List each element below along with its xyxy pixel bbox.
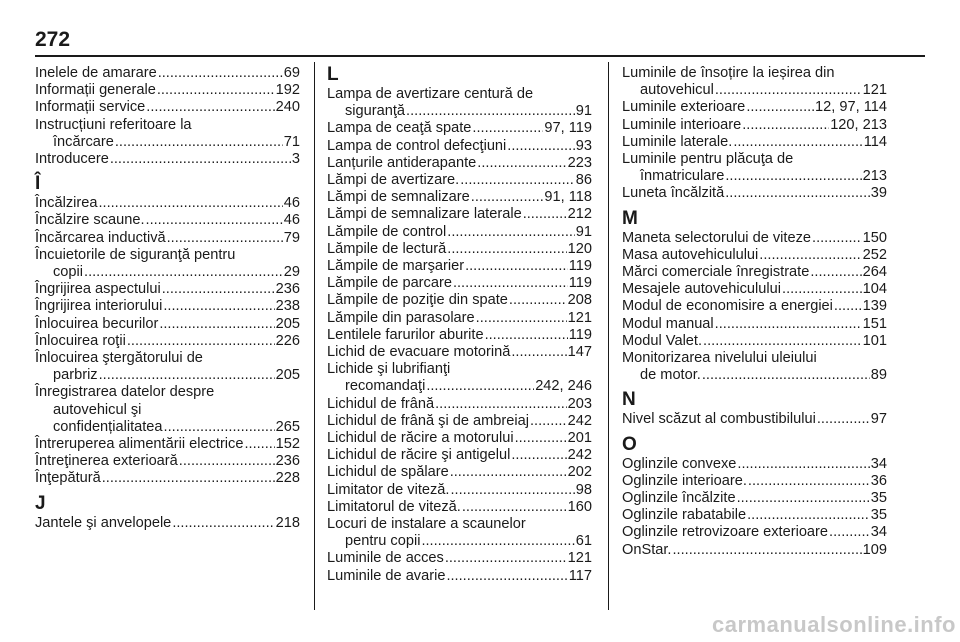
index-entry[interactable] bbox=[327, 138, 592, 155]
entry-text: Modul de economisire a energiei bbox=[622, 298, 833, 315]
page-reference[interactable]: 120, 213 bbox=[830, 116, 887, 133]
dot-leader bbox=[450, 464, 567, 481]
entry-text: Îngrijirea aspectului bbox=[35, 281, 161, 298]
dot-leader bbox=[447, 241, 566, 258]
page-reference[interactable]: 218 bbox=[275, 514, 300, 531]
entry-text: confidențialitatea bbox=[53, 418, 163, 435]
entry-text: Nivel scăzut al combustibilului bbox=[622, 411, 816, 428]
page-reference[interactable]: 69 bbox=[283, 65, 300, 81]
page-reference[interactable]: 114 bbox=[863, 133, 887, 150]
dot-leader bbox=[523, 206, 567, 223]
page-reference[interactable]: 202 bbox=[567, 464, 592, 481]
dot-leader bbox=[158, 65, 283, 82]
index-entry[interactable] bbox=[327, 361, 592, 395]
dot-leader bbox=[472, 120, 543, 137]
dot-leader bbox=[511, 344, 566, 361]
dot-leader bbox=[511, 447, 566, 464]
dot-leader bbox=[446, 568, 567, 585]
entry-text: Încălzirea bbox=[35, 195, 98, 212]
page-reference[interactable]: 36 bbox=[870, 472, 887, 489]
entry-text: Luminile de acces bbox=[327, 550, 444, 567]
dot-leader bbox=[127, 333, 275, 350]
index-column-1 bbox=[35, 65, 300, 532]
index-entry[interactable] bbox=[35, 281, 300, 298]
index-entry[interactable] bbox=[327, 499, 592, 516]
index-entry[interactable] bbox=[622, 411, 887, 428]
index-column-2 bbox=[327, 65, 592, 585]
dot-leader bbox=[159, 316, 274, 333]
entry-text: autovehicul şi bbox=[53, 401, 142, 418]
index-entry[interactable] bbox=[327, 413, 592, 430]
entry-text: Inelele de amarare bbox=[35, 65, 157, 81]
dot-leader bbox=[445, 550, 567, 567]
section-letter: L bbox=[327, 64, 339, 85]
index-entry[interactable] bbox=[35, 436, 300, 453]
page-reference[interactable]: 205 bbox=[275, 367, 300, 384]
entry-text: Încărcarea inductivă bbox=[35, 229, 166, 246]
page-reference[interactable]: 119 bbox=[568, 275, 592, 292]
dot-leader bbox=[146, 212, 283, 229]
entry-text: Modul manual bbox=[622, 315, 714, 332]
entry-text: Oglinzile convexe bbox=[622, 455, 737, 472]
page-reference[interactable]: 228 bbox=[275, 470, 300, 487]
dot-leader bbox=[163, 298, 274, 315]
entry-text: Introducere bbox=[35, 151, 109, 168]
index-entry[interactable] bbox=[327, 447, 592, 464]
entry-text: recomandaţi bbox=[345, 378, 426, 395]
entry-text: Instrucțiuni referitoare la bbox=[35, 116, 192, 133]
index-entry[interactable] bbox=[35, 470, 300, 487]
index-entry[interactable] bbox=[327, 482, 592, 499]
dot-leader bbox=[462, 499, 567, 516]
page-number: 272 bbox=[35, 28, 71, 51]
entry-text: Lichidul de frână bbox=[327, 395, 435, 412]
index-entry[interactable] bbox=[35, 151, 300, 168]
index-entry[interactable] bbox=[622, 65, 887, 99]
index-entry[interactable] bbox=[327, 568, 592, 585]
dot-leader bbox=[460, 172, 575, 189]
watermark: carmanualsonline.info bbox=[712, 612, 956, 637]
dot-leader bbox=[507, 138, 574, 155]
entry-text: Lichidul de răcire şi antigelul bbox=[327, 447, 511, 464]
entry-text: Lămpile de poziţie din spate bbox=[327, 292, 508, 309]
index-entry[interactable] bbox=[622, 134, 887, 151]
index-entry[interactable] bbox=[35, 212, 300, 229]
entry-text: copii bbox=[53, 264, 84, 281]
page-reference[interactable]: 39 bbox=[870, 185, 887, 202]
index-entry[interactable] bbox=[327, 310, 592, 327]
index-entry[interactable] bbox=[35, 195, 300, 212]
index-entry[interactable] bbox=[327, 258, 592, 275]
entry-text: Lichid de evacuare motorină bbox=[327, 344, 511, 361]
index-entry[interactable] bbox=[622, 507, 887, 524]
page-reference[interactable]: 240 bbox=[275, 99, 300, 116]
entry-text: Înlocuirea roţii bbox=[35, 332, 126, 349]
index-entry[interactable] bbox=[327, 516, 592, 550]
entry-text: Luminile exterioare bbox=[622, 99, 746, 116]
page-reference[interactable]: 213 bbox=[862, 168, 887, 185]
page-reference[interactable]: 252 bbox=[862, 246, 887, 263]
index-entry[interactable] bbox=[622, 524, 887, 541]
index-entry[interactable] bbox=[35, 453, 300, 470]
entry-text: Oglinzile retrovizoare exterioare bbox=[622, 524, 829, 541]
entry-text: Oglinzile încălzite bbox=[622, 490, 736, 507]
page-reference[interactable]: 192 bbox=[275, 82, 300, 99]
entry-text: Oglinzile interioare. bbox=[622, 472, 747, 489]
entry-text: Luminile laterale. bbox=[622, 133, 733, 150]
dot-leader bbox=[530, 413, 567, 430]
index-entry[interactable] bbox=[327, 120, 592, 137]
dot-leader bbox=[244, 436, 274, 453]
entry-text: Înlocuirea ştergătorului de bbox=[35, 350, 203, 367]
dot-leader bbox=[725, 168, 861, 185]
dot-leader bbox=[759, 247, 861, 264]
page-reference[interactable]: 121 bbox=[567, 309, 592, 326]
dot-leader bbox=[421, 533, 574, 550]
index-entry[interactable] bbox=[327, 189, 592, 206]
entry-text: Informații service bbox=[35, 99, 146, 116]
page-reference[interactable]: 203 bbox=[567, 395, 592, 412]
entry-text: Lichidul de spălare bbox=[327, 464, 449, 481]
dot-leader bbox=[812, 230, 862, 247]
page-reference[interactable]: 119 bbox=[568, 326, 592, 343]
column-divider bbox=[314, 62, 315, 610]
index-entry[interactable] bbox=[327, 224, 592, 241]
entry-text: autovehicul bbox=[640, 82, 714, 99]
index-entry[interactable] bbox=[35, 230, 300, 247]
entry-text: Luminile de însoțire la ieșirea din bbox=[622, 65, 835, 81]
entry-text: Înregistrarea datelor despre bbox=[35, 384, 215, 401]
entry-text: Lămpile de parcare bbox=[327, 275, 452, 292]
entry-text: Luminile de avarie bbox=[327, 567, 446, 584]
page-reference[interactable]: 242 bbox=[567, 447, 592, 464]
entry-text: Limitatorul de viteză. bbox=[327, 498, 461, 515]
entry-text: parbriz bbox=[53, 367, 98, 384]
page-reference[interactable]: 91, 118 bbox=[544, 189, 592, 206]
index-entry[interactable] bbox=[35, 117, 300, 151]
section-letter: J bbox=[35, 492, 46, 514]
page-reference[interactable]: 205 bbox=[275, 315, 300, 332]
page-reference[interactable]: 238 bbox=[275, 298, 300, 315]
entry-text: Întreţinerea exterioară bbox=[35, 453, 178, 470]
dot-leader bbox=[817, 411, 870, 428]
entry-text: Lămpi de avertizare. bbox=[327, 172, 460, 189]
index-entry[interactable] bbox=[35, 350, 300, 384]
index-entry[interactable] bbox=[327, 327, 592, 344]
index-entry[interactable] bbox=[622, 542, 887, 559]
entry-text: Luneta încălzită bbox=[622, 185, 725, 202]
page-reference[interactable]: 117 bbox=[568, 567, 592, 584]
page-reference[interactable]: 212 bbox=[567, 206, 592, 223]
dot-leader bbox=[733, 134, 862, 151]
index-entry[interactable] bbox=[327, 292, 592, 309]
page-reference[interactable]: 12, 97, 114 bbox=[815, 99, 887, 116]
page-reference[interactable]: 152 bbox=[275, 436, 300, 453]
entry-text: Luminile pentru plăcuţa de bbox=[622, 151, 794, 168]
page-reference[interactable]: 71 bbox=[283, 133, 300, 150]
entry-text: Limitator de viteză. bbox=[327, 481, 450, 498]
index-entry[interactable] bbox=[327, 550, 592, 567]
dot-leader bbox=[179, 453, 275, 470]
dot-leader bbox=[725, 185, 870, 202]
page-reference[interactable]: 121 bbox=[567, 550, 592, 567]
entry-text: Lămpi de semnalizare bbox=[327, 189, 470, 206]
dot-leader bbox=[471, 189, 544, 206]
page-reference[interactable]: 35 bbox=[870, 490, 887, 507]
section-letter: Î bbox=[35, 173, 41, 195]
index-entry[interactable] bbox=[622, 490, 887, 507]
entry-text: Informații generale bbox=[35, 82, 156, 99]
entry-text: Oglinzile rabatabile bbox=[622, 507, 747, 524]
index-entry[interactable] bbox=[35, 316, 300, 333]
entry-text: Lămpi de semnalizare laterale bbox=[327, 206, 522, 223]
dot-leader bbox=[447, 224, 575, 241]
entry-text: Maneta selectorului de viteze bbox=[622, 229, 812, 246]
column-divider bbox=[608, 62, 609, 610]
page-reference[interactable]: 147 bbox=[567, 344, 592, 361]
entry-text: Lămpile din parasolare bbox=[327, 309, 475, 326]
page-reference[interactable]: 29 bbox=[283, 264, 300, 281]
entry-text: Înlocuirea becurilor bbox=[35, 315, 159, 332]
dot-leader bbox=[172, 515, 274, 532]
section-letter: O bbox=[622, 433, 637, 455]
index-entry[interactable] bbox=[622, 333, 887, 350]
dot-leader bbox=[146, 99, 274, 116]
dot-leader bbox=[782, 281, 862, 298]
index-entry[interactable] bbox=[35, 82, 300, 99]
index-entry[interactable] bbox=[622, 281, 887, 298]
entry-text: Masa autovehiculului bbox=[622, 246, 759, 263]
dot-leader bbox=[509, 292, 567, 309]
entry-text: Întreruperea alimentării electrice bbox=[35, 436, 244, 453]
dot-leader bbox=[450, 482, 574, 499]
entry-text: Lămpile de control bbox=[327, 223, 447, 240]
index-entry[interactable] bbox=[327, 172, 592, 189]
dot-leader bbox=[829, 524, 870, 541]
index-entry[interactable] bbox=[327, 86, 592, 120]
page-reference[interactable]: 101 bbox=[862, 332, 887, 349]
page-reference[interactable]: 97 bbox=[870, 411, 887, 428]
page-reference[interactable]: 35 bbox=[870, 507, 887, 524]
page-reference[interactable]: 223 bbox=[567, 154, 592, 171]
page-reference[interactable]: 34 bbox=[870, 455, 887, 472]
entry-text: siguranţă bbox=[345, 103, 406, 120]
index-entry[interactable] bbox=[622, 350, 887, 384]
index-entry[interactable] bbox=[35, 515, 300, 532]
dot-leader bbox=[157, 82, 275, 99]
index-entry[interactable] bbox=[327, 241, 592, 258]
page-reference[interactable]: 265 bbox=[275, 418, 300, 435]
entry-text: Lanțurile antiderapante bbox=[327, 154, 477, 171]
page-reference[interactable]: 151 bbox=[862, 315, 887, 332]
page-reference[interactable]: 34 bbox=[870, 524, 887, 541]
entry-text: înmatriculare bbox=[640, 168, 725, 185]
entry-text: Lampa de control defecţiuni bbox=[327, 137, 507, 154]
page-reference[interactable]: 97, 119 bbox=[544, 120, 592, 137]
dot-leader bbox=[737, 456, 869, 473]
dot-leader bbox=[476, 310, 567, 327]
dot-leader bbox=[167, 230, 283, 247]
page-reference[interactable]: 98 bbox=[575, 481, 592, 498]
entry-text: Lămpile de lectură bbox=[327, 240, 447, 257]
entry-text: Încuietorile de siguranţă pentru bbox=[35, 246, 236, 263]
dot-leader bbox=[110, 151, 291, 168]
entry-text: Lampa de ceaţă spate bbox=[327, 120, 472, 137]
dot-leader bbox=[98, 195, 282, 212]
dot-leader bbox=[162, 281, 275, 298]
index-entry[interactable] bbox=[35, 333, 300, 350]
dot-leader bbox=[834, 298, 862, 315]
page-reference[interactable]: 236 bbox=[275, 453, 300, 470]
index-entry[interactable] bbox=[622, 185, 887, 202]
index-entry[interactable] bbox=[622, 456, 887, 473]
page-reference[interactable]: 104 bbox=[862, 281, 887, 298]
entry-text: Luminile interioare bbox=[622, 116, 742, 133]
page-reference[interactable]: 226 bbox=[275, 332, 300, 349]
dot-leader bbox=[742, 117, 829, 134]
index-entry[interactable] bbox=[622, 99, 887, 116]
dot-leader bbox=[702, 367, 870, 384]
index-entry[interactable] bbox=[622, 264, 887, 281]
entry-text: Lichidul de răcire a motorului bbox=[327, 430, 514, 447]
index-entry[interactable] bbox=[327, 344, 592, 361]
dot-leader bbox=[703, 333, 862, 350]
index-entry[interactable] bbox=[327, 464, 592, 481]
page-reference[interactable]: 139 bbox=[862, 298, 887, 315]
page-reference[interactable]: 46 bbox=[283, 212, 300, 229]
dot-leader bbox=[465, 258, 568, 275]
entry-text: Locuri de instalare a scaunelor bbox=[327, 516, 526, 533]
dot-leader bbox=[115, 134, 283, 151]
page-reference[interactable]: 89 bbox=[870, 367, 887, 384]
index-entry[interactable] bbox=[327, 396, 592, 413]
index-column-3 bbox=[622, 65, 887, 559]
dot-leader bbox=[672, 542, 861, 559]
dot-leader bbox=[515, 430, 567, 447]
entry-text: Monitorizarea nivelului uleiului bbox=[622, 350, 817, 367]
index-entry[interactable] bbox=[327, 275, 592, 292]
index-entry[interactable] bbox=[622, 247, 887, 264]
page-reference[interactable]: 121 bbox=[862, 82, 887, 99]
entry-text: de motor. bbox=[640, 367, 701, 384]
index-entry[interactable] bbox=[622, 316, 887, 333]
page-reference[interactable]: 242 bbox=[567, 412, 592, 429]
dot-leader bbox=[747, 507, 870, 524]
page-reference[interactable]: 120 bbox=[567, 240, 592, 257]
page-reference[interactable]: 264 bbox=[862, 264, 887, 281]
header-rule bbox=[35, 55, 925, 57]
entry-text: Jantele şi anvelopele bbox=[35, 514, 172, 531]
dot-leader bbox=[715, 316, 862, 333]
entry-text: pentru copii bbox=[345, 533, 421, 550]
dot-leader bbox=[453, 275, 568, 292]
dot-leader bbox=[477, 155, 566, 172]
index-entry[interactable] bbox=[327, 430, 592, 447]
entry-text: Înţepătură bbox=[35, 470, 101, 487]
dot-leader bbox=[715, 82, 862, 99]
page-reference[interactable]: 79 bbox=[283, 229, 300, 246]
page-reference[interactable]: 208 bbox=[567, 292, 592, 309]
entry-text: Mărci comerciale înregistrate bbox=[622, 264, 810, 281]
page-reference[interactable]: 86 bbox=[575, 172, 592, 189]
index-entry[interactable] bbox=[327, 155, 592, 172]
entry-text: Îngrijirea interiorului bbox=[35, 298, 163, 315]
page-reference[interactable]: 3 bbox=[291, 151, 300, 168]
page-reference[interactable]: 109 bbox=[862, 541, 887, 558]
entry-text: Lampa de avertizare centură de bbox=[327, 86, 534, 102]
dot-leader bbox=[746, 99, 814, 116]
index-entry[interactable] bbox=[35, 298, 300, 315]
dot-leader bbox=[426, 378, 534, 395]
entry-text: Modul Valet. bbox=[622, 332, 703, 349]
entry-text: Lichidul de frână şi de ambreiaj bbox=[327, 412, 529, 429]
page-reference[interactable]: 61 bbox=[575, 533, 592, 550]
page-reference[interactable]: 201 bbox=[567, 430, 592, 447]
dot-leader bbox=[748, 473, 870, 490]
dot-leader bbox=[435, 396, 567, 413]
entry-text: Lămpile de marşarier bbox=[327, 258, 465, 275]
dot-leader bbox=[406, 103, 575, 120]
page-reference[interactable]: 236 bbox=[275, 281, 300, 298]
entry-text: încărcare bbox=[53, 133, 114, 150]
index-entry[interactable] bbox=[35, 65, 300, 82]
index-entry[interactable] bbox=[622, 230, 887, 247]
page-reference[interactable]: 91 bbox=[575, 223, 592, 240]
dot-leader bbox=[99, 367, 275, 384]
index-entry[interactable] bbox=[327, 206, 592, 223]
index-entry[interactable] bbox=[622, 117, 887, 134]
index-entry[interactable] bbox=[622, 298, 887, 315]
index-entry[interactable] bbox=[35, 247, 300, 281]
page-reference[interactable]: 160 bbox=[567, 498, 592, 515]
index-entry[interactable] bbox=[35, 99, 300, 116]
entry-text: OnStar. bbox=[622, 541, 672, 558]
index-entry[interactable] bbox=[622, 151, 887, 185]
page-reference[interactable]: 93 bbox=[575, 137, 592, 154]
page-reference[interactable]: 150 bbox=[862, 229, 887, 246]
dot-leader bbox=[102, 470, 275, 487]
entry-text: Mesajele autovehiculului bbox=[622, 281, 782, 298]
dot-leader bbox=[84, 264, 283, 281]
page-reference[interactable]: 119 bbox=[568, 258, 592, 275]
index-entry[interactable] bbox=[622, 473, 887, 490]
section-letter: N bbox=[622, 389, 636, 411]
entry-text: Lentilele farurilor aburite bbox=[327, 326, 484, 343]
entry-text: Încălzire scaune. bbox=[35, 212, 145, 229]
section-letter: M bbox=[622, 207, 638, 229]
index-entry[interactable] bbox=[35, 384, 300, 436]
entry-text: Lichide şi lubrifianţi bbox=[327, 361, 451, 378]
page-reference[interactable]: 91 bbox=[575, 103, 592, 120]
page-reference[interactable]: 242, 246 bbox=[535, 378, 592, 395]
dot-leader bbox=[810, 264, 861, 281]
dot-leader bbox=[164, 419, 275, 436]
dot-leader bbox=[485, 327, 568, 344]
page-reference[interactable]: 46 bbox=[283, 195, 300, 212]
dot-leader bbox=[737, 490, 870, 507]
